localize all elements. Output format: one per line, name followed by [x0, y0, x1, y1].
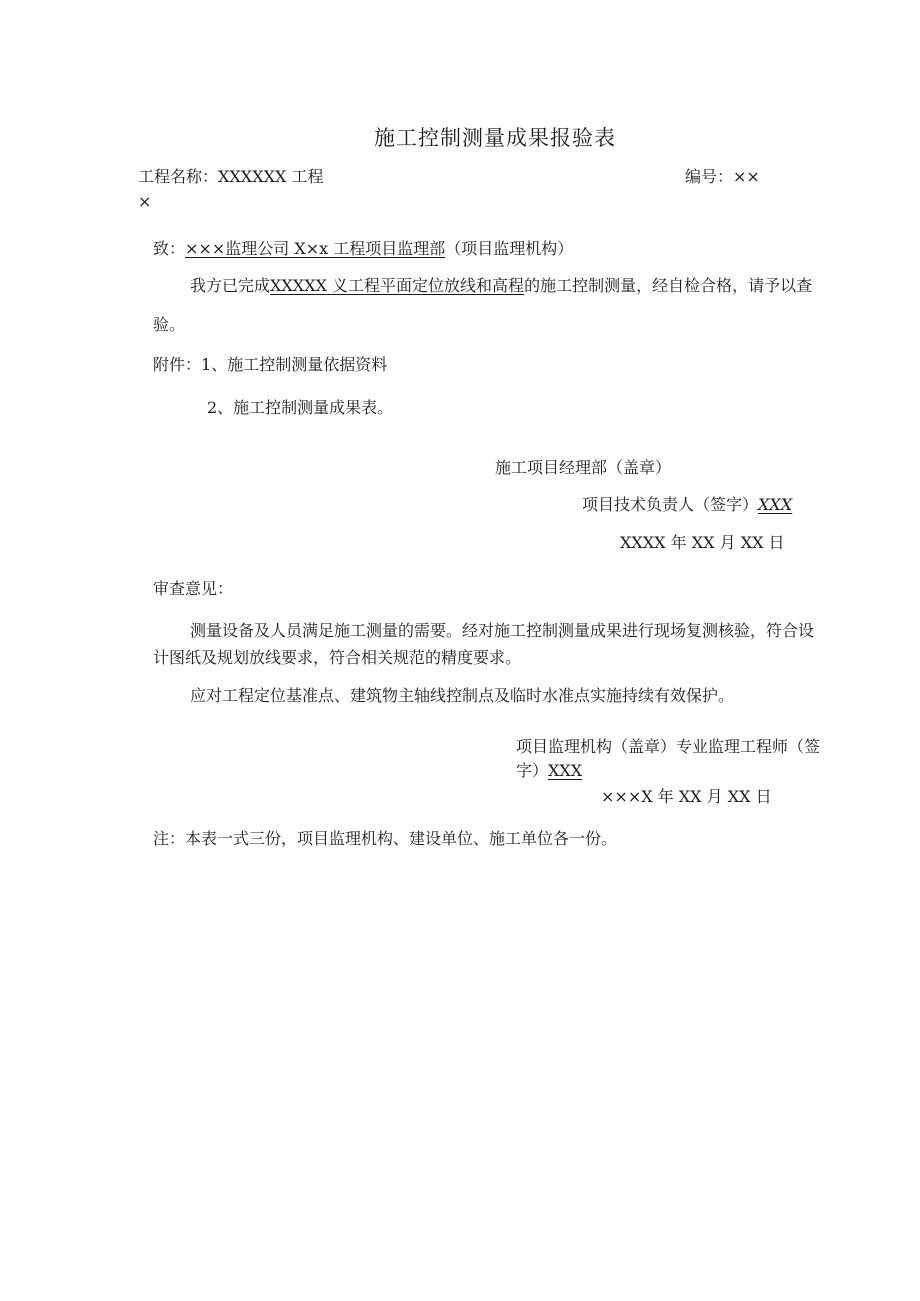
body-line-2: 验。 [153, 315, 186, 334]
recipient-name: ×××监理公司 X×x 工程项目监理部 [185, 239, 446, 258]
supervisor-line-1: 项目监理机构（盖章）专业监理工程师（签 [516, 737, 821, 756]
project-name: XXXXXX 工程 [218, 167, 324, 186]
review-label: 审查意见： [153, 579, 234, 598]
supervisor-line-2 [516, 760, 582, 782]
attachments-label: 附件： [153, 355, 202, 374]
review-para-1-line-1: 测量设备及人员满足施工测量的需要。经对施工控制测量成果进行现场复测核验，符合设 [190, 621, 815, 640]
project-name-row [138, 166, 323, 188]
contractor-date: XXXX 年 XX 月 XX 日 [620, 533, 785, 552]
body-after: 的施工控制测量，经自检合格，请予以查 [524, 276, 813, 295]
recipient-row [153, 238, 573, 260]
supervisor-signature: XXX [548, 761, 583, 780]
attachment-item-2: 2、施工控制测量成果表。 [207, 398, 394, 417]
footnote: 注：本表一式三份，项目监理机构、建设单位、施工单位各一份。 [153, 829, 618, 848]
review-para-1-line-2: 计图纸及规划放线要求，符合相关规范的精度要求。 [153, 648, 522, 667]
recipient-prefix: 致： [153, 239, 186, 258]
tech-lead-signature: XXX [758, 495, 793, 514]
body-work-item: XXXXX 义工程平面定位放线和高程 [270, 276, 525, 295]
review-para-2: 应对工程定位基准点、建筑物主轴线控制点及临时水准点实施持续有效保护。 [190, 686, 735, 705]
body-line-1 [190, 275, 812, 297]
tech-lead-row [582, 494, 792, 516]
contractor-dept: 施工项目经理部（盖章） [495, 458, 672, 477]
attachment-1: 1、施工控制测量依据资料 [201, 355, 388, 374]
attachment-item-1 [153, 354, 387, 376]
project-label: 工程名称： [138, 167, 219, 186]
number-value-wrap: × [138, 192, 152, 211]
supervisor-sign-prefix: 字） [516, 761, 549, 780]
page-title: 施工控制测量成果报验表 [374, 126, 616, 150]
body-before: 我方已完成 [190, 276, 271, 295]
recipient-suffix: （项目监理机构） [445, 239, 574, 258]
number-label: 编号： [685, 167, 734, 186]
number-row [685, 166, 760, 188]
number-value: ×× [733, 167, 760, 186]
tech-lead-label: 项目技术负责人（签字） [582, 495, 759, 514]
supervisor-date: ×××X 年 XX 月 XX 日 [601, 787, 772, 806]
